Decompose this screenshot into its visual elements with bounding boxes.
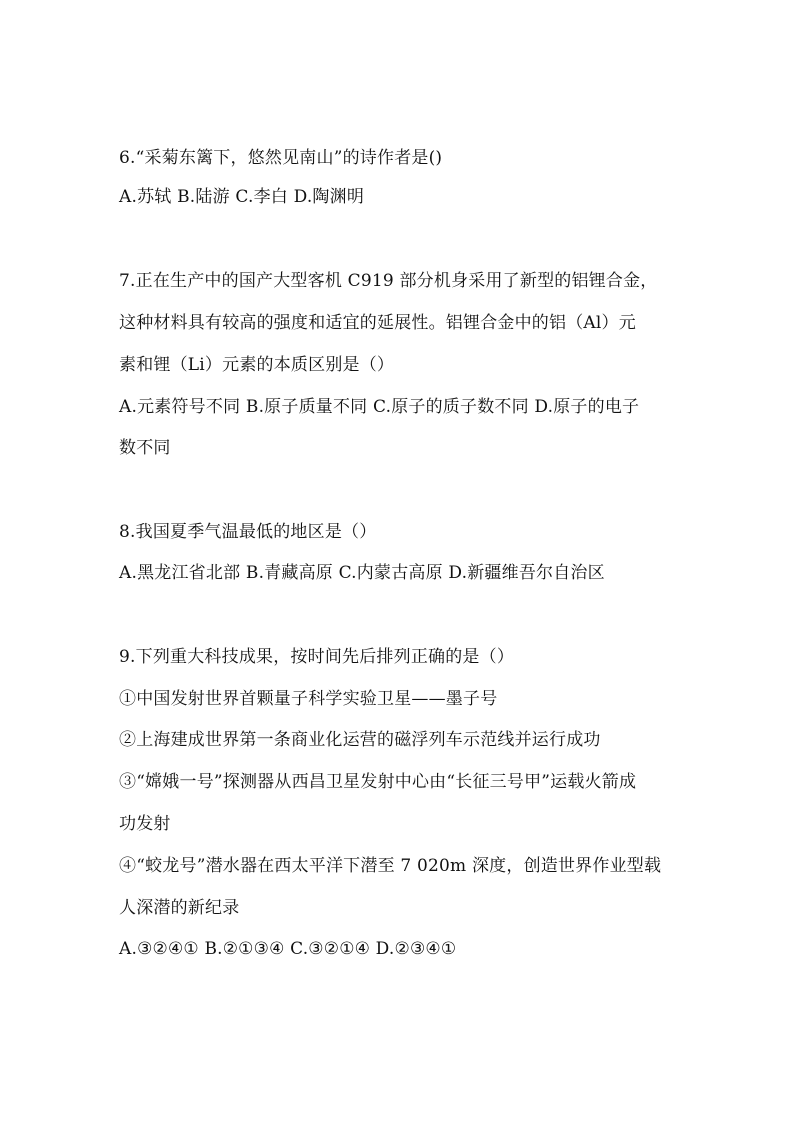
question-6-options: A.苏轼 B.陆游 C.李白 D.陶渊明 <box>119 187 365 207</box>
question-7-options-line-1: A.元素符号不同 B.原子质量不同 C.原子的质子数不同 D.原子的电子 <box>119 397 640 417</box>
question-9-options: A.③②④① B.②①③④ C.③②①④ D.②③④① <box>119 939 457 959</box>
question-7-options-line-2: 数不同 <box>119 438 171 458</box>
question-9-item-1: ①中国发射世界首颗量子科学实验卫星——墨子号 <box>119 689 498 709</box>
question-9-item-3-line-1: ③“嫦娥一号”探测器从西昌卫星发射中心由“长征三号甲”运载火箭成 <box>119 772 637 792</box>
question-7-stem-line-2: 这种材料具有较高的强度和适宜的延展性。铝锂合金中的铝（Al）元 <box>119 313 636 333</box>
question-8-stem: 8.我国夏季气温最低的地区是（） <box>119 522 377 542</box>
question-9-item-3-line-2: 功发射 <box>119 814 171 834</box>
question-6-stem: 6.“采菊东篱下，悠然见南山”的诗作者是() <box>119 148 443 168</box>
question-9-item-4-line-1: ④“蛟龙号”潜水器在西太平洋下潜至 7 020m 深度，创造世界作业型载 <box>119 856 662 876</box>
question-7-stem-line-3: 素和锂（Li）元素的本质区别是（） <box>119 355 395 375</box>
question-8-options: A.黑龙江省北部 B.青藏高原 C.内蒙古高原 D.新疆维吾尔自治区 <box>119 563 605 583</box>
question-9-stem: 9.下列重大科技成果，按时间先后排列正确的是（） <box>119 647 515 667</box>
question-9-item-4-line-2: 人深潜的新纪录 <box>119 898 240 918</box>
question-9-item-2: ②上海建成世界第一条商业化运营的磁浮列车示范线并运行成功 <box>119 730 601 750</box>
question-7-stem-line-1: 7.正在生产中的国产大型客机 C919 部分机身采用了新型的铝锂合金， <box>119 271 658 291</box>
